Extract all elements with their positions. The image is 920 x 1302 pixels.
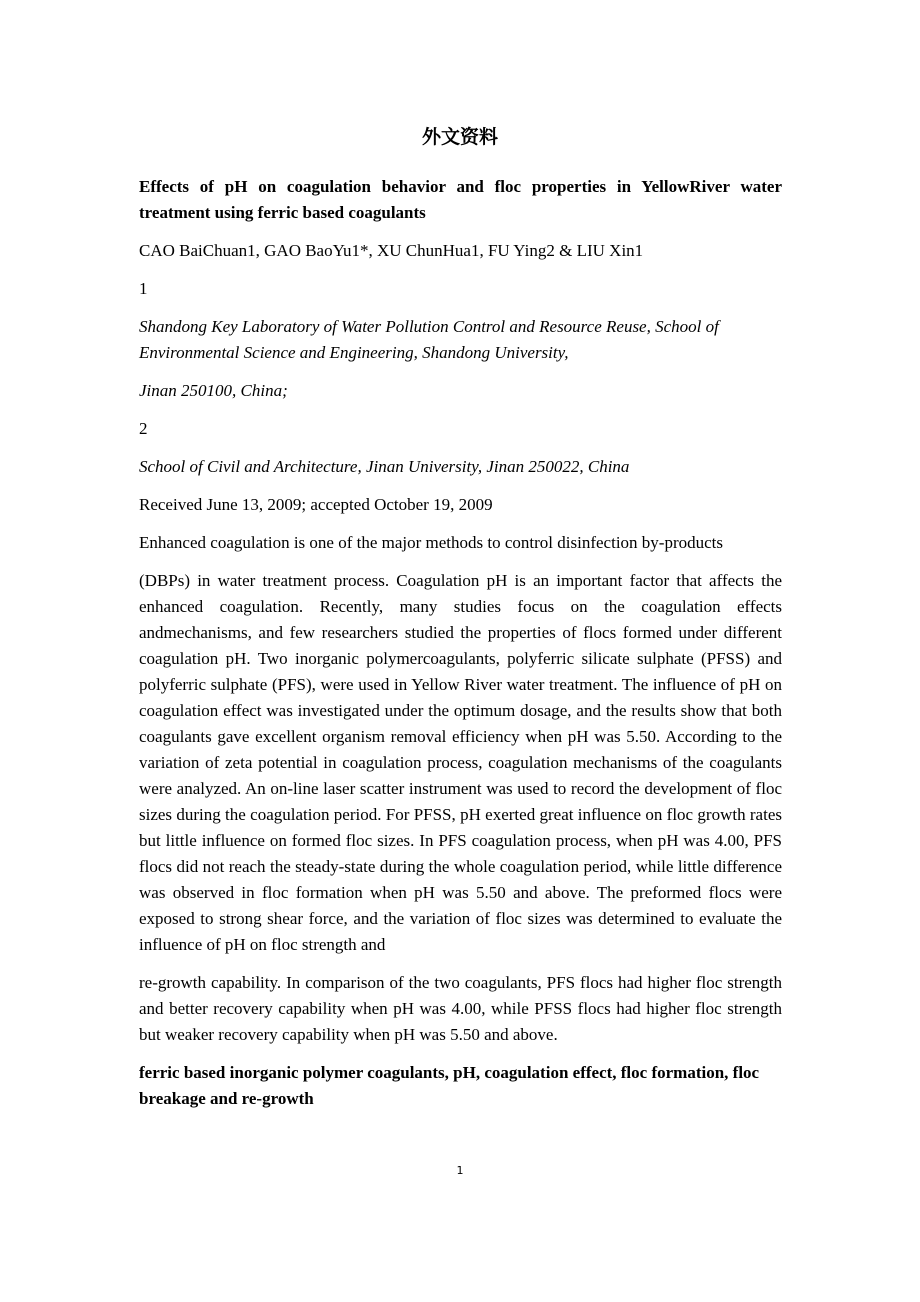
author-list: CAO BaiChuan1, GAO BaoYu1*, XU ChunHua1, FU Ying2 & LIU Xin1: [139, 241, 644, 260]
affiliation-1-marker: 1: [139, 279, 148, 298]
document-content: [139, 174, 782, 1124]
keywords: ferric based inorganic polymer coagulants, pH, coagulation effect, floc formation, floc breakage and re-growth: [139, 1063, 760, 1108]
affiliation-1-text: Shandong Key Laboratory of Water Pollution Control and Resource Reuse, School of Environmental Science and Engineering, Shandong University,: [139, 317, 719, 362]
affiliation-2-marker: 2: [139, 419, 148, 438]
document-heading: 外文资料: [421, 126, 498, 148]
paper-title: Effects of pH on coagulation behavior and floc properties in YellowRiver water treatment using ferric based coagulants: [139, 177, 782, 222]
affiliation-1-city: Jinan 250100, China;: [139, 381, 288, 400]
page-number: 1: [456, 1164, 464, 1177]
abstract-continuation: re-growth capability. In comparison of the two coagulants, PFS flocs had higher floc strength and better recovery capability when pH was 4.00, while PFSS flocs had higher floc strength but weaker recovery capability when pH was 5.50 and above.: [139, 973, 782, 1044]
abstract-body: (DBPs) in water treatment process. Coagulation pH is an important factor that affects the enhanced coagulation. Recently, many studies focus on the coagulation effects andmechanisms, and few researchers studied the properties of flocs formed under different coagulation pH. Two inorganic polymercoagulants, polyferric silicate sulphate (PFSS) and polyferric sulphate (PFS), were used in Yellow River water treatment. The influence of pH on coagulation effect was investigated under the optimum dosage, and the results show that both coagulants gave excellent organism removal efficiency when pH was 5.50. According to the variation of zeta potential in coagulation process, coagulation mechanisms of the coagulants were analyzed. An on-line laser scatter instrument was used to record the development of floc sizes during the coagulation period. For PFSS, pH exerted great influence on floc growth rates but little influence on formed floc sizes. In PFS coagulation process, when pH was 4.00, PFS flocs did not reach the steady-state during the whole coagulation period, while little difference was observed in floc formation when pH was 5.50 and above. The preformed flocs were exposed to strong shear force, and the variation of floc sizes was determined to evaluate the influence of pH on floc strength and: [139, 571, 782, 954]
affiliation-2-text: School of Civil and Architecture, Jinan University, Jinan 250022, China: [139, 457, 630, 476]
abstract-first-line: Enhanced coagulation is one of the major methods to control disinfection by-products: [139, 533, 723, 552]
received-dates: Received June 13, 2009; accepted October 19, 2009: [139, 495, 493, 514]
